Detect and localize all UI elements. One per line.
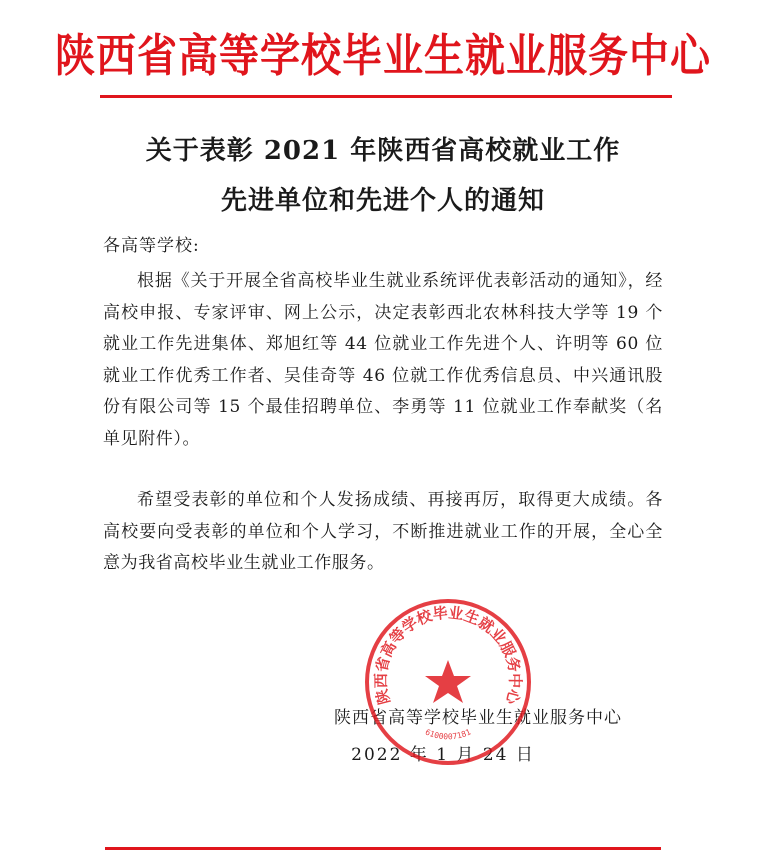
letterhead-title: 陕西省高等学校毕业生就业服务中心 <box>55 30 711 83</box>
seal-code-text: 6100007181 <box>423 727 473 742</box>
letterhead-bottom-rule <box>105 847 661 850</box>
svg-text:6100007181 <box>424 727 473 741</box>
letterhead-top-rule <box>100 95 672 98</box>
salutation: 各高等学校: <box>103 236 200 256</box>
notice-title-line-1: 关于表彰 2021 年陕西省高校就业工作 <box>145 136 621 166</box>
seal-ring-text: 陕西省高等学校毕业生就业服务中心 <box>371 603 525 707</box>
star-icon <box>425 660 471 703</box>
signature-organization: 陕西省高等学校毕业生就业服务中心 <box>334 708 622 728</box>
signature-date: 2022 年 1 月 24 日 <box>351 745 535 765</box>
body-paragraph-2: 希望受表彰的单位和个人发扬成绩、再接再厉，取得更大成绩。各高校要向受表彰的单位和个人学习，不断推进就业工作的开展，全心全意为我省高校毕业生就业工作服务。 <box>103 490 663 573</box>
official-seal <box>362 596 534 768</box>
body-paragraph-1: 根据《关于开展全省高校毕业生就业系统评优表彰活动的通知》，经高校申报、专家评审、网上公示，决定表彰西北农林科技大学等 19 个就业工作先进集体、郑旭红等 44 位就业工作先进个人、许明等 60 位就业工作优秀工作者、吴佳奇等 46 位就工作优秀信息员、中兴通讯股份有限公司等 15 个最佳招聘单位、李勇等 11 位就业工作奉献奖（名单见附件）。 <box>103 271 663 449</box>
notice-title-line-2: 先进单位和先进个人的通知 <box>220 186 545 216</box>
